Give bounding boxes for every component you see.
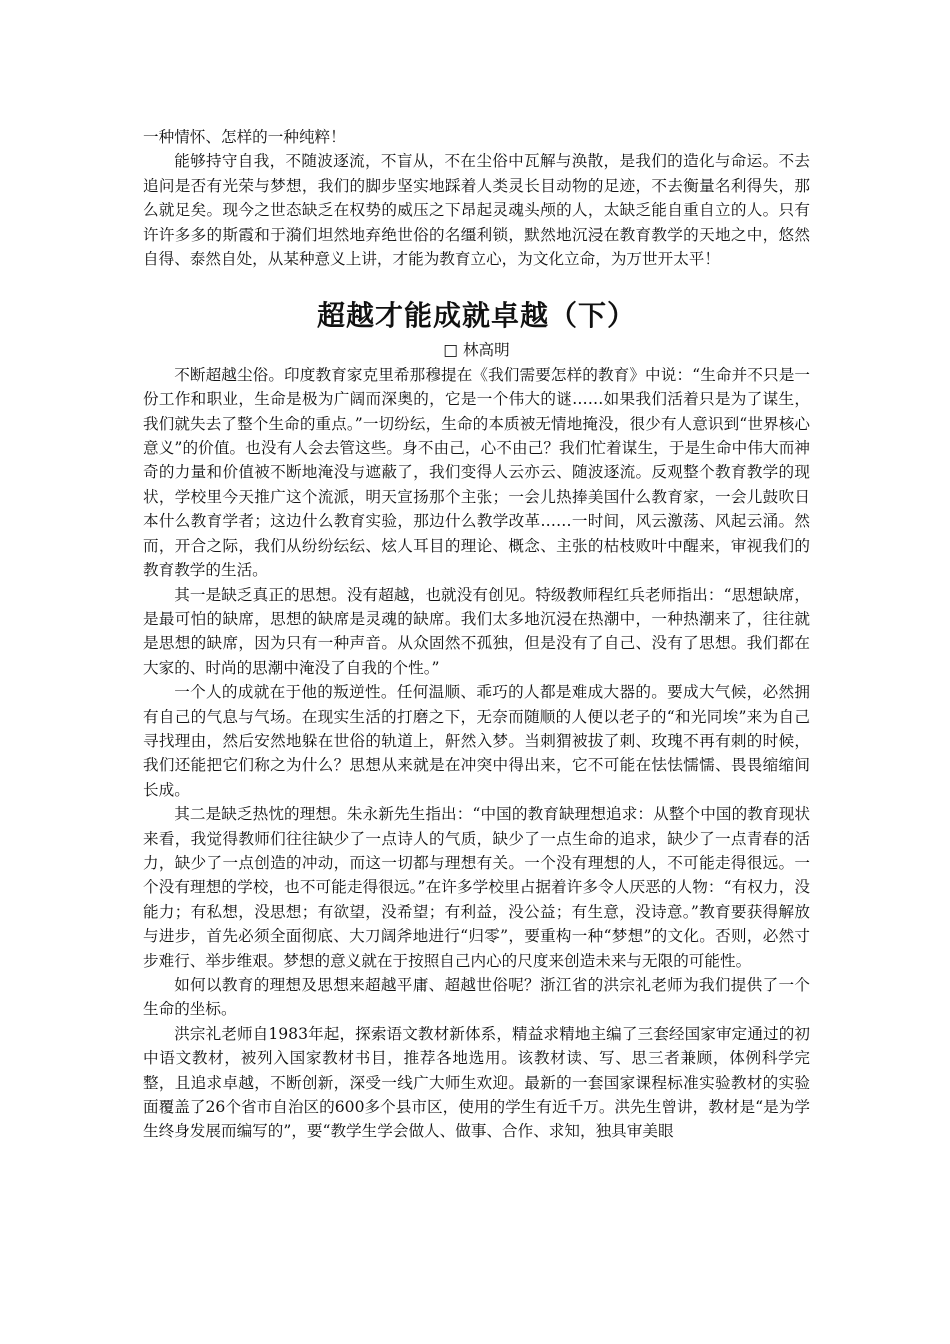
body-paragraph: 其二是缺乏热忱的理想。朱永新先生指出：“中国的教育缺理想追求：从整个中国的教育现状来看，我觉得教师们往往缺少了一点诗人的气质，缺少了一点生命的追求，缺少了一点青春的活力，缺少了一点创造的冲动，而这一切都与理想有关。一个没有理想的人，不可能走得很远。一个没有理想的学校，也不可能走得很远。”在许多学校里占据着许多令人厌恶的人物：“有权力，没能力；有私想，没思想；有欲望，没希望；有利益，没公益；有生意，没诗意。”教育要获得解放与进步，首先必须全面彻底、大刀阔斧地进行“归零”，要重构一种“梦想”的文化。否则，必然寸步难行、举步维艰。梦想的意义就在于按照自己内心的尺度来创造未来与无限的可能性。 [143,805,810,970]
body-paragraph: 一个人的成就在于他的叛逆性。任何温顺、乖巧的人都是难成大器的。要成大气候，必然拥有自己的气息与气场。在现实生活的打磨之下，无奈而随顺的人便以老子的“和光同埃”来为自己寻找理由，然后安然地躲在世俗的轨道上，鼾然入梦。当刺猬被拔了刺、玫瑰不再有刺的时候，我们还能把它们称之为什么？思想从来就是在冲突中得出来，它不可能在怯怯懦懦、畏畏缩缩间长成。 [143,683,810,799]
body-paragraph: 洪宗礼老师自1983年起，探索语文教材新体系，精益求精地主编了三套经国家审定通过的初中语文教材，被列入国家教材书目，推荐各地选用。该教材读、写、思三者兼顾，体例科学完整，且追求卓越，不断创新，深受一线广大师生欢迎。最新的一套国家课程标准实验教材的实验面覆盖了26个省市自治区的600多个县市区，使用的学生有近千万。洪先生曾讲，教材是“是为学生终身发展而编写的”，要“教学生学会做人、做事、合作、求知，独具审美眼 [143,1024,810,1141]
body-paragraph: 如何以教育的理想及思想来超越平庸、超越世俗呢？浙江省的洪宗礼老师为我们提供了一个生命的坐标。 [143,976,810,1019]
article-author: □ 林高明 [443,341,510,360]
body-paragraph: 其一是缺乏真正的思想。没有超越，也就没有创见。特级教师程红兵老师指出：“思想缺席，是最可怕的缺席，思想的缺席是灵魂的缺席。我们太多地沉浸在热潮中，一种热潮来了，往往就是思想的缺席，因为只有一种声音。从众固然不孤独，但是没有了自己、没有了思想。我们都在大家的、时尚的思潮中淹没了自我的个性。” [143,585,810,677]
preceding-paragraph-2: 能够持守自我，不随波逐流，不盲从，不在尘俗中瓦解与涣散，是我们的造化与命运。不去追问是否有光荣与梦想，我们的脚步坚实地踩着人类灵长目动物的足迹，不去衡量名利得失，那么就足矣。现今之世态缺乏在权势的威压之下昂起灵魂头颅的人，太缺乏能自重自立的人。只有许许多多的斯霞和于漪们坦然地弃绝世俗的名缰利锁，默然地沉浸在教育教学的天地之中，悠然自得、泰然自处，从某种意义上讲，才能为教育立心，为文化立命，为万世开太平！ [143,152,810,269]
article-title: 超越才能成就卓越（下） [316,299,636,333]
document-page [143,125,810,1144]
body-paragraph: 不断超越尘俗。印度教育家克里希那穆提在《我们需要怎样的教育》中说：“生命并不只是一份工作和职业，生命是极为广阔而深奥的，它是一个伟大的谜……如果我们活着只是为了谋生，我们就失去了整个生命的重点。”一切纷纭，生命的本质被无情地掩没，很少有人意识到“世界核心意义”的价值。也没有人会去管这些。身不由己，心不由己？我们忙着谋生，于是生命中伟大而神奇的力量和价值被不断地淹没与遮蔽了，我们变得人云亦云、随波逐流。反观整个教育教学的现状，学校里今天推广这个流派，明天宣扬那个主张；一会儿热捧美国什么教育家，一会儿鼓吹日本什么教育学者；这边什么教育实验，那边什么教学改革……一时间，风云激荡、风起云涌。然而，开合之际，我们从纷纷纭纭、炫人耳目的理论、概念、主张的枯枝败叶中醒来，审视我们的教育教学的生活。 [143,365,810,580]
preceding-paragraph-1: 一种情怀、怎样的一种纯粹！ [143,128,346,146]
